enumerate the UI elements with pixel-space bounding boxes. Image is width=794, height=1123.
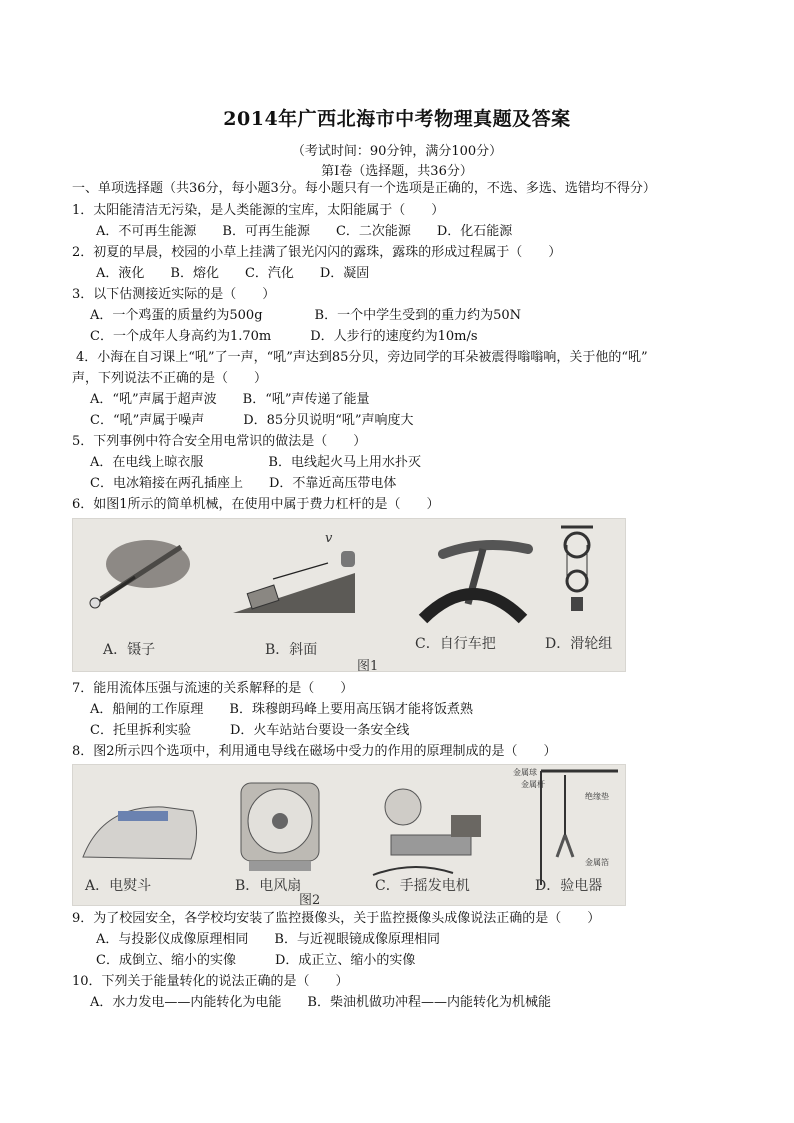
q5-options-1: A．在电线上晾衣服 B．电线起火马上用水扑灭: [90, 455, 421, 470]
section-heading: 一、单项选择题（共36分，每小题3分。每小题只有一个选项是正确的，不选、多选、选错均不得分）: [72, 181, 656, 196]
q3-stem: 3．以下估测接近实际的是（ ）: [72, 287, 276, 302]
q4-options-2: C．“吼”声属于噪声 D．85分贝说明“吼”声响度大: [90, 413, 414, 428]
figure-2: [72, 764, 626, 906]
q2-options: A．液化 B．熔化 C．汽化 D．凝固: [96, 266, 370, 281]
q4-stem-1: 4．小海在自习课上“吼”了一声，“吼”声达到85分贝，旁边同学的耳朵被震得嗡嗡响，关于他的“吼”: [76, 350, 648, 365]
q3-options-1: A．一个鸡蛋的质量约为500g B．一个中学生受到的重力约为50N: [90, 308, 521, 323]
exam-info: （考试时间：90分钟，满分100分）: [291, 144, 503, 159]
q1-stem: 1．太阳能清洁无污染，是人类能源的宝库，太阳能属于（ ）: [72, 203, 445, 218]
fig1-label-d: D．滑轮组: [545, 636, 613, 652]
fig1-caption: 图1: [357, 659, 379, 672]
q7-options-1: A．船闸的工作原理 B．珠穆朗玛峰上要用高压锅才能将饭煮熟: [90, 702, 473, 717]
electric-fan-illustration: [241, 783, 319, 871]
fig2-small-label-2: 金属杆: [521, 780, 545, 789]
fig2-small-label-1: 金属球: [513, 768, 537, 777]
tweezers-illustration: [90, 540, 190, 608]
fig2-label-c: C．手摇发电机: [375, 878, 470, 894]
fig2-label-b: B．电风扇: [235, 878, 302, 894]
page-title: 2014年广西北海市中考物理真题及答案: [223, 108, 571, 130]
incline-illustration: [233, 551, 355, 613]
q6-stem: 6．如图1所示的简单机械，在使用中属于费力杠杆的是（ ）: [72, 497, 440, 512]
q10-options-1: A．水力发电——内能转化为电能 B．柴油机做功冲程——内能转化为机械能: [90, 995, 551, 1010]
q2-stem: 2．初夏的早晨，校园的小草上挂满了银光闪闪的露珠，露珠的形成过程属于（ ）: [72, 245, 562, 260]
q5-options-2: C．电冰箱接在两孔插座上 D．不靠近高压带电体: [90, 476, 397, 491]
fig2-small-label-4: 金属箔: [585, 858, 609, 867]
q10-stem: 10．下列关于能量转化的说法正确的是（ ）: [72, 974, 349, 989]
q7-stem: 7．能用流体压强与流速的关系解释的是（ ）: [72, 681, 354, 696]
figure-1-drawing: [73, 519, 625, 671]
fig1-label-c: C．自行车把: [415, 636, 496, 652]
q9-stem: 9．为了校园安全，各学校均安装了监控摄像头，关于监控摄像头成像说法正确的是（ ）: [72, 911, 601, 926]
volume-heading: 第Ⅰ卷（选择题，共36分）: [321, 164, 473, 179]
pulley-illustration: [561, 527, 593, 611]
q4-stem-2: 声，下列说法不正确的是（ ）: [72, 371, 268, 386]
figure-1: [72, 518, 626, 672]
q9-options-1: A．与投影仪成像原理相同 B．与近视眼镜成像原理相同: [96, 932, 440, 947]
q8-stem: 8．图2所示四个选项中，利用通电导线在磁场中受力的作用的原理制成的是（ ）: [72, 744, 557, 759]
q7-options-2: C．托里拆利实验 D．火车站站台要设一条安全线: [90, 723, 410, 738]
fig1-label-b: B．斜面: [265, 642, 318, 658]
hand-generator-illustration: [373, 789, 481, 875]
fig2-caption: 图2: [299, 893, 321, 906]
electric-iron-illustration: [83, 807, 197, 859]
q3-options-2: C．一个成年人身高约为1.70m D．人步行的速度约为10m/s: [90, 329, 478, 344]
q1-options: A．不可再生能源 B．可再生能源 C．二次能源 D．化石能源: [96, 224, 513, 239]
q4-options-1: A．“吼”声属于超声波 B．“吼”声传递了能量: [90, 392, 370, 407]
q5-stem: 5．下列事例中符合安全用电常识的做法是（ ）: [72, 434, 367, 449]
velocity-label: v: [325, 531, 333, 546]
fig2-label-d: D．验电器: [535, 878, 603, 894]
q9-options-2: C．成倒立、缩小的实像 D．成正立、缩小的实像: [96, 953, 416, 968]
fig2-small-label-3: 绝缘垫: [585, 792, 609, 801]
fig2-label-a: A．电熨斗: [85, 878, 152, 894]
bicycle-handle-illustration: [423, 545, 528, 619]
fig1-label-a: A．镊子: [103, 642, 156, 658]
